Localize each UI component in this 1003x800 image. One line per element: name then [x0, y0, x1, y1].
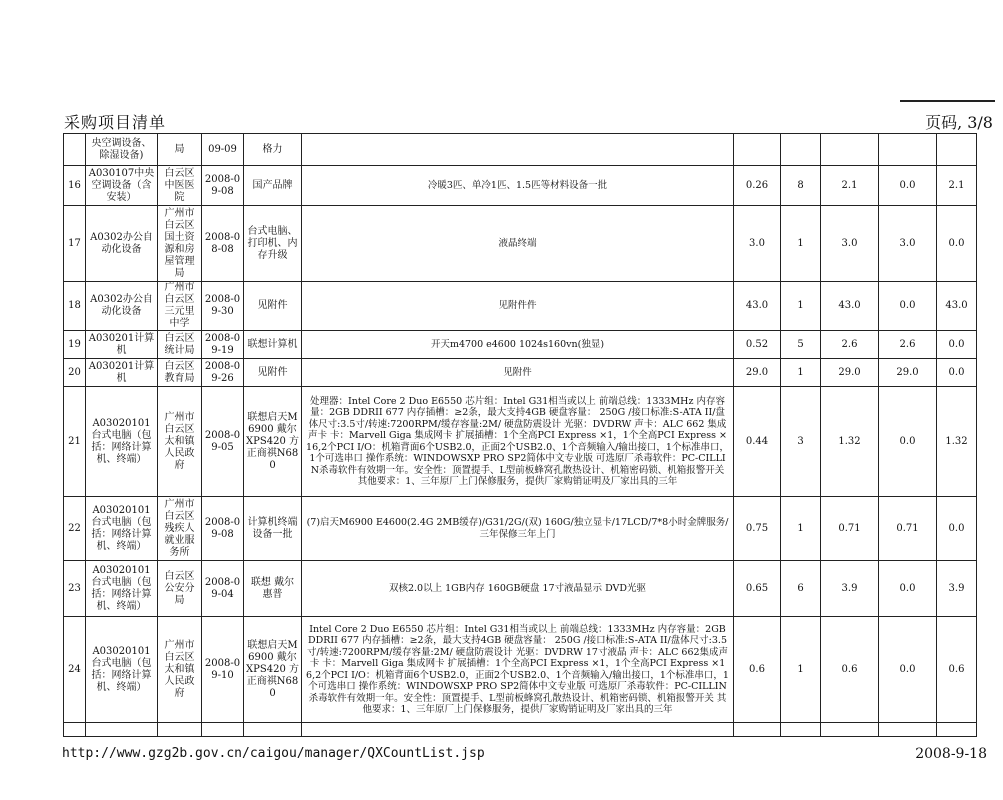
cell-empty: [734, 723, 781, 737]
cell-brand: 国产品牌: [244, 166, 302, 206]
cell-price: [734, 134, 781, 166]
cell-col10: 0.0: [879, 166, 937, 206]
cell-spec: 冷暖3匹、单冷1匹、1.5匹等材料设备一批: [302, 166, 734, 206]
cell-price: 0.26: [734, 166, 781, 206]
cell-category: A03020101台式电脑（包括：网络计算机、终端）: [86, 561, 158, 617]
cell-dept: 白云区统计局: [158, 331, 202, 359]
cell-brand: 台式电脑、打印机、内存升级: [244, 206, 302, 282]
page-number: 页码, 3/8: [925, 113, 993, 132]
cell-dept: 白云区教育局: [158, 359, 202, 387]
cell-col10: 29.0: [879, 359, 937, 387]
table-row: [64, 497, 977, 561]
source-url: http://www.gzg2b.gov.cn/caigou/manager/QXCountList.jsp: [62, 746, 485, 761]
cell-empty: [202, 723, 244, 737]
cell-category: A030201计算机: [86, 331, 158, 359]
cell-empty: [937, 723, 977, 737]
cell-category: A0302办公自动化设备: [86, 206, 158, 282]
cell-brand: 联想启天M6900 戴尔XPS420 方正商祺N680: [244, 617, 302, 723]
cell-total: 43.0: [821, 282, 879, 331]
cell-no: 21: [64, 387, 86, 497]
cell-category: 央空调设备、除湿设备): [86, 134, 158, 166]
cell-col10: 0.0: [879, 282, 937, 331]
cell-qty: [781, 134, 821, 166]
cell-date: 2008-09-08: [202, 166, 244, 206]
cell-col10: 0.0: [879, 617, 937, 723]
procurement-table: [63, 133, 977, 737]
cell-price: 0.75: [734, 497, 781, 561]
cell-spec: 双核2.0以上 1GB内存 160GB硬盘 17寸液晶显示 DVD光驱: [302, 561, 734, 617]
cell-total: 0.6: [821, 617, 879, 723]
cell-spec: [302, 134, 734, 166]
cell-col11: 0.0: [937, 497, 977, 561]
cell-qty: 8: [781, 166, 821, 206]
cell-date: 09-09: [202, 134, 244, 166]
cell-col11: 3.9: [937, 561, 977, 617]
cell-spec: (7)启天M6900 E4600(2.4G 2MB缓存)/G31/2G/(双) 160G/独立显卡/17LCD/7*8小时金牌服务/三年保修三年上门: [302, 497, 734, 561]
cell-spec: 见附件件: [302, 282, 734, 331]
cell-col11: 0.6: [937, 617, 977, 723]
cell-category: A030107中央空调设备（含安装）: [86, 166, 158, 206]
table-row: [64, 359, 977, 387]
cell-spec: 见附件: [302, 359, 734, 387]
cell-date: 2008-09-04: [202, 561, 244, 617]
table-row: [64, 617, 977, 723]
cell-no: 18: [64, 282, 86, 331]
cell-total: 2.1: [821, 166, 879, 206]
cell-date: 2008-09-05: [202, 387, 244, 497]
cell-empty: [64, 723, 86, 737]
cell-qty: 1: [781, 206, 821, 282]
cell-total: 3.9: [821, 561, 879, 617]
cell-category: A03020101台式电脑（包括：网络计算机、终端）: [86, 387, 158, 497]
procurement-table-body: [64, 134, 977, 737]
cell-date: 2008-08-08: [202, 206, 244, 282]
cell-col11: 0.0: [937, 331, 977, 359]
cell-brand: 计算机终端设备一批: [244, 497, 302, 561]
cell-empty: [86, 723, 158, 737]
cell-date: 2008-09-30: [202, 282, 244, 331]
cell-no: 19: [64, 331, 86, 359]
table-row: [64, 387, 977, 497]
cell-no: 16: [64, 166, 86, 206]
cell-dept: 广州市白云区残疾人就业服务所: [158, 497, 202, 561]
cell-brand: 联想启天M6900 戴尔XPS420 方正商祺N680: [244, 387, 302, 497]
cell-col11: 1.32: [937, 387, 977, 497]
cell-qty: 6: [781, 561, 821, 617]
cell-dept: 白云区中医医院: [158, 166, 202, 206]
cell-col11: 2.1: [937, 166, 977, 206]
cell-no: 20: [64, 359, 86, 387]
cell-brand: 联想计算机: [244, 331, 302, 359]
cell-empty: [158, 723, 202, 737]
cell-price: 0.65: [734, 561, 781, 617]
table-row: [64, 331, 977, 359]
cell-empty: [879, 723, 937, 737]
cell-dept: 局: [158, 134, 202, 166]
cell-date: 2008-09-19: [202, 331, 244, 359]
cell-spec: 开天m4700 e4600 1024s160vn(独显): [302, 331, 734, 359]
cell-brand: 格力: [244, 134, 302, 166]
cell-date: 2008-09-08: [202, 497, 244, 561]
cell-no: 22: [64, 497, 86, 561]
cell-total: 0.71: [821, 497, 879, 561]
cell-spec: 液晶终端: [302, 206, 734, 282]
cell-price: 0.44: [734, 387, 781, 497]
cell-empty: [244, 723, 302, 737]
document-title: 采购项目清单: [64, 113, 167, 132]
cell-total: [821, 134, 879, 166]
cell-dept: 广州市白云区太和镇人民政府: [158, 617, 202, 723]
cell-total: 1.32: [821, 387, 879, 497]
cell-col10: 0.0: [879, 387, 937, 497]
cell-qty: 1: [781, 359, 821, 387]
cell-category: A03020101台式电脑（包括：网络计算机、终端）: [86, 617, 158, 723]
table-row-continuation: [64, 134, 977, 166]
cell-spec: 处理器：Intel Core 2 Duo E6550 芯片组：Intel G31相当或以上 前端总线：1333MHz 内存容量：2GB DDRII 677 内存插槽：≥2条，最大支持4GB 硬盘容量： 250G /接口标准:S-ATA II/盘体尺寸:3.5寸/转速:7200RPM/缓存容量:2M/ 硬盘防震设计 光驱：DVDRW 声卡：ALC 662 集成声卡 卡：Marvell Giga 集成网卡 扩展插槽：1个全高PCI Express ×1，1个全高PCI Express ×16,2个PCI I/O：机箱背面6个USB2.0，正面2个USB2.0、1个音频输入/输出接口，1个标准串口，1个可选串口 操作系统：WINDOWSXP PRO SP2简体中文专业版 可选原厂杀毒软件：PC-CILLIN杀毒软件有效期一年。安全性：顶置提手、L型前板蜂窝孔散热设计、机箱密码锁、机箱报警开关 其他要求：1、三年原厂上门保修服务，提供厂家购销证明及厂家出具的三年: [302, 387, 734, 497]
cell-col10: [879, 134, 937, 166]
cell-brand: 见附件: [244, 359, 302, 387]
cell-total: 2.6: [821, 331, 879, 359]
table-row: [64, 206, 977, 282]
cell-no: 23: [64, 561, 86, 617]
print-date: 2008-9-18: [915, 746, 987, 762]
cell-empty: [302, 723, 734, 737]
cell-empty: [821, 723, 879, 737]
cell-qty: 5: [781, 331, 821, 359]
table-row: [64, 282, 977, 331]
cell-category: A0302办公自动化设备: [86, 282, 158, 331]
cell-col11: [937, 134, 977, 166]
cell-col11: 0.0: [937, 206, 977, 282]
cell-date: 2008-09-26: [202, 359, 244, 387]
cell-empty: [781, 723, 821, 737]
cell-qty: 1: [781, 617, 821, 723]
cell-total: 3.0: [821, 206, 879, 282]
cell-category: A030201计算机: [86, 359, 158, 387]
cell-price: 3.0: [734, 206, 781, 282]
cell-total: 29.0: [821, 359, 879, 387]
cell-no: [64, 134, 86, 166]
cell-dept: 广州市白云区三元里中学: [158, 282, 202, 331]
cell-dept: 广州市白云区太和镇人民政府: [158, 387, 202, 497]
cell-brand: 见附件: [244, 282, 302, 331]
table-row: [64, 166, 977, 206]
cell-dept: 白云区公安分局: [158, 561, 202, 617]
cell-col11: 43.0: [937, 282, 977, 331]
cell-price: 0.6: [734, 617, 781, 723]
table-row: [64, 561, 977, 617]
cell-col10: 3.0: [879, 206, 937, 282]
table-row-tail: [64, 723, 977, 737]
scan-rule-line: [900, 100, 995, 102]
cell-no: 24: [64, 617, 86, 723]
cell-col11: 0.0: [937, 359, 977, 387]
cell-qty: 1: [781, 282, 821, 331]
cell-spec: Intel Core 2 Duo E6550 芯片组：Intel G31相当或以上 前端总线：1333MHz 内存容量：2GB DDRII 677 内存插槽：≥2条，最大支持4GB 硬盘容量： 250G /接口标准:S-ATA II/盘体尺寸:3.5寸/转速:7200RPM/缓存容量:2M/ 硬盘防震设计 光驱：DVDRW 17寸液晶 声卡：ALC 662集成声卡 卡：Marvell Giga 集成网卡 扩展插槽：1个全高PCI Express ×1，1个全高PCI Express ×16,2个PCI I/O：机箱背面6个USB2.0，正面2个USB2.0、1个音频输入/输出接口，1个标准串口，1个可选串口 操作系统：WINDOWSXP PRO SP2简体中文专业版 可选原厂杀毒软件：PC-CILLIN杀毒软件有效期一年。安全性：顶置提手、L型前板蜂窝孔散热设计、机箱密码锁、机箱报警开关 其他要求：1、三年原厂上门保修服务，提供厂家购销证明及厂家出具的三年: [302, 617, 734, 723]
cell-price: 43.0: [734, 282, 781, 331]
cell-qty: 1: [781, 497, 821, 561]
cell-col10: 0.0: [879, 561, 937, 617]
cell-qty: 3: [781, 387, 821, 497]
cell-date: 2008-09-10: [202, 617, 244, 723]
cell-price: 29.0: [734, 359, 781, 387]
cell-col10: 0.71: [879, 497, 937, 561]
cell-price: 0.52: [734, 331, 781, 359]
cell-col10: 2.6: [879, 331, 937, 359]
cell-brand: 联想 戴尔 惠普: [244, 561, 302, 617]
cell-dept: 广州市白云区国土资源和房屋管理局: [158, 206, 202, 282]
cell-category: A03020101台式电脑（包括：网络计算机、终端）: [86, 497, 158, 561]
cell-no: 17: [64, 206, 86, 282]
